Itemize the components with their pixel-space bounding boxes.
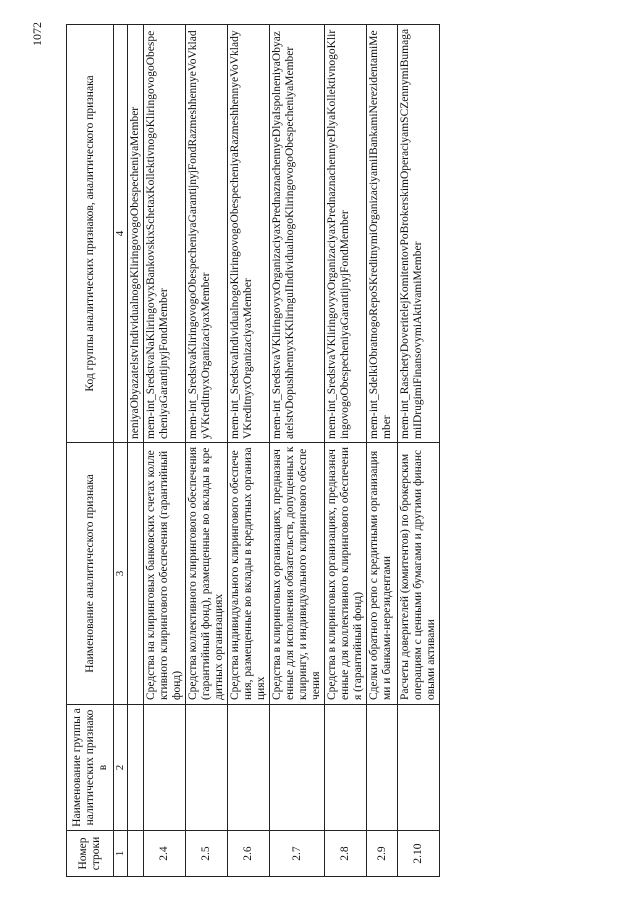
feature-code-cell: mem-int_SredstvaIndividualnogoKliringovogoObespecheniyaRazmeshhennyeVoVkladyVKreditnyxOrganizaciyaxMember — [228, 25, 270, 443]
column-number-row — [114, 25, 128, 877]
feature-name-cell: Расчеты доверителей (комитентов) по брокерским операциям с ценными бумагами и другими финансовыми активами — [398, 443, 440, 705]
header-row-number: Номер строки — [67, 831, 114, 877]
table-row — [228, 25, 270, 877]
page-number: 1072 — [30, 22, 44, 46]
table-row — [144, 25, 186, 877]
feature-name-cell — [128, 443, 144, 705]
feature-code-cell: mem-int_SredstvaNaKliringovyxBankovskixSchetaxKollektivnogoKliringovogoObespecheniyaGarantijnyjFondMember — [144, 25, 186, 443]
group-name-cell — [398, 705, 440, 831]
group-name-cell — [325, 705, 367, 831]
feature-code-cell: mem-int_SredstvaKliringovogoObespecheniyaGarantijnyjFondRazmeshhennyeVoVkladyVKreditnyxOrganizaciyaxMember — [186, 25, 228, 443]
table-row — [270, 25, 325, 877]
column-number: 4 — [114, 25, 128, 443]
column-number: 1 — [114, 831, 128, 877]
table-row — [325, 25, 367, 877]
feature-code-cell: mem-int_RaschetyDoveritelejKomitentovPoBrokerskimOperaciyamSCZennymiBumagamiIDrugimiFinansovymiAktivamiMember — [398, 25, 440, 443]
group-name-cell — [367, 705, 398, 831]
group-name-cell — [186, 705, 228, 831]
header-feature-name: Наименование аналитического признака — [67, 443, 114, 705]
row-number-cell: 2.10 — [398, 831, 440, 877]
row-number-cell: 2.4 — [144, 831, 186, 877]
analytic-features-table — [66, 24, 440, 877]
row-number-cell: 2.7 — [270, 831, 325, 877]
feature-name-cell: Средства индивидуального клирингового обеспечения, размещенные во вклады в кредитных организациях — [228, 443, 270, 705]
header-code: Код группы аналитических признаков, аналитического признака — [67, 25, 114, 443]
table-row — [186, 25, 228, 877]
feature-name-cell: Средства на клиринговых банковских счетах коллективного клирингового обеспечения (гарантийный фонд) — [144, 443, 186, 705]
table-row — [398, 25, 440, 877]
feature-name-cell: Средства в клиринговых организациях, предназначенные для исполнения обязательств, допущенных к клирингу, и индивидуального клирингового обеспечения — [270, 443, 325, 705]
row-number-cell — [128, 831, 144, 877]
feature-name-cell: Средства в клиринговых организациях, предназначенные для коллективного клирингового обеспечения (гарантийный фонд) — [325, 443, 367, 705]
feature-code-cell: mem-int_SdelkiObratnogoRepoSKreditnymiOrganizaciyamiIBankamiNerezidentamiMember — [367, 25, 398, 443]
feature-code-cell: neniyaObyazatelstvIndividualnogoKliringovogoObespecheniyaMember — [128, 25, 144, 443]
table-row — [367, 25, 398, 877]
row-number-cell: 2.9 — [367, 831, 398, 877]
column-number: 3 — [114, 443, 128, 705]
row-number-cell: 2.8 — [325, 831, 367, 877]
feature-code-cell: mem-int_SredstvaVKliringovyxOrganizaciyaxPrednaznachennyeDlyaIspolneniyaObyazatelstvDopushhennyxKKliringuIIndividualnogoKliringovogoObespecheniyaMember — [270, 25, 325, 443]
row-number-cell: 2.6 — [228, 831, 270, 877]
feature-code-cell: mem-int_SredstvaVKliringovyxOrganizaciyaxPrednaznachennyeDlyaKollektivnogoKliringovogoObespecheniyaGarantijnyjFondMember — [325, 25, 367, 443]
row-number-cell: 2.5 — [186, 831, 228, 877]
column-number: 2 — [114, 705, 128, 831]
group-name-cell — [144, 705, 186, 831]
header-group-name: Наименование группы аналитических признаков — [67, 705, 114, 831]
group-name-cell — [128, 705, 144, 831]
table-row — [128, 25, 144, 877]
feature-name-cell: Средства коллективного клирингового обеспечения (гарантийный фонд), размещенные во вклады в кредитных организациях — [186, 443, 228, 705]
group-name-cell — [228, 705, 270, 831]
table-header-row — [67, 25, 114, 877]
feature-name-cell: Сделки обратного репо с кредитными организациями и банками-нерезидентами — [367, 443, 398, 705]
group-name-cell — [270, 705, 325, 831]
